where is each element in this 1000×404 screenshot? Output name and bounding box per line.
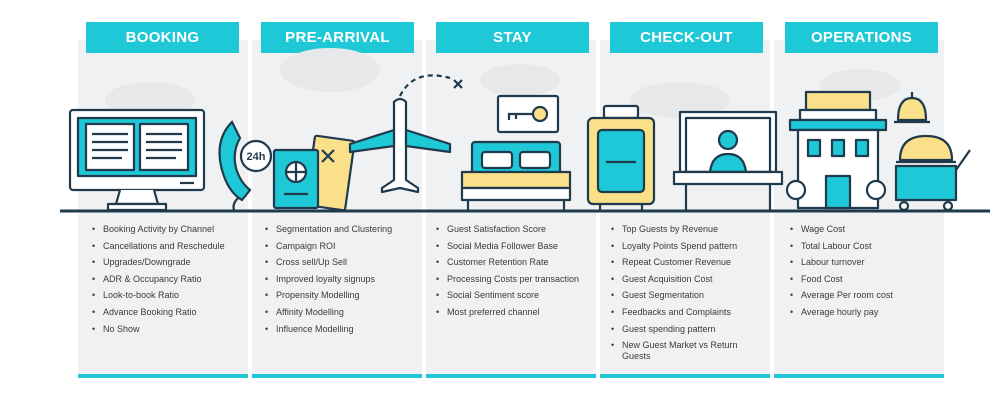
bed-icon [462,142,570,210]
stay-kpi-list [436,224,596,324]
list-item: • Average Per room cost [790,290,940,301]
pre-arrival-header: PRE-ARRIVAL [261,22,414,53]
list-item: • Guest spending pattern [611,324,761,335]
list-item: • Food Cost [790,274,940,285]
list-item: • Social Media Follower Base [436,241,596,252]
hotel-building-icon [787,92,886,208]
list-item: • Advance Booking Ratio [92,307,242,318]
list-item: • Wage Cost [790,224,940,235]
check-out-kpi-list [611,224,761,368]
list-item: • Labour turnover [790,257,940,268]
room-service-cart-icon [896,136,970,210]
list-item: • Repeat Customer Revenue [611,257,761,268]
list-item: • Social Sentiment score [436,290,596,301]
stay-header: STAY [436,22,589,53]
list-item: • Feedbacks and Complaints [611,307,761,318]
list-item: • Average hourly pay [790,307,940,318]
list-item: • Loyalty Points Spend pattern [611,241,761,252]
list-item: • Upgrades/Downgrade [92,257,242,268]
list-item: • Campaign ROI [265,241,417,252]
list-item: • Total Labour Cost [790,241,940,252]
list-item: • Guest Segmentation [611,290,761,301]
room-key-icon [498,96,558,132]
list-item: • Cross sell/Up Sell [265,257,417,268]
list-item: • Guest Satisfaction Score [436,224,596,235]
list-item: • Propensity Modelling [265,290,417,301]
passport-ticket-icon [274,136,355,211]
service-bell-icon [894,92,930,122]
list-item: • Influence Modelling [265,324,417,335]
reception-desk-icon [674,112,782,210]
list-item: • Guest Acquisition Cost [611,274,761,285]
list-item: • Cancellations and Reschedule [92,241,242,252]
pre-arrival-kpi-list [265,224,417,340]
list-item: • Improved loyalty signups [265,274,417,285]
list-item: • Top Guests by Revenue [611,224,761,235]
suitcase-icon [588,106,654,210]
list-item: • Look-to-book Ratio [92,290,242,301]
list-item: • Customer Retention Rate [436,257,596,268]
operations-header: OPERATIONS [785,22,938,53]
list-item: • New Guest Market vs Return Guests [611,340,761,362]
check-out-header: CHECK-OUT [610,22,763,53]
booking-header: BOOKING [86,22,239,53]
list-item: • Affinity Modelling [265,307,417,318]
phone-24h-icon [220,122,271,210]
computer-monitor-icon [70,110,204,210]
phone-24h-label: 24h [246,151,266,163]
list-item: • No Show [92,324,242,335]
list-item: • Segmentation and Clustering [265,224,417,235]
booking-kpi-list [92,224,242,340]
list-item: • Booking Activity by Channel [92,224,242,235]
operations-kpi-list [790,224,940,324]
list-item: • Most preferred channel [436,307,596,318]
list-item: • Processing Costs per transaction [436,274,596,285]
list-item: • ADR & Occupancy Ratio [92,274,242,285]
airplane-icon [350,75,462,192]
